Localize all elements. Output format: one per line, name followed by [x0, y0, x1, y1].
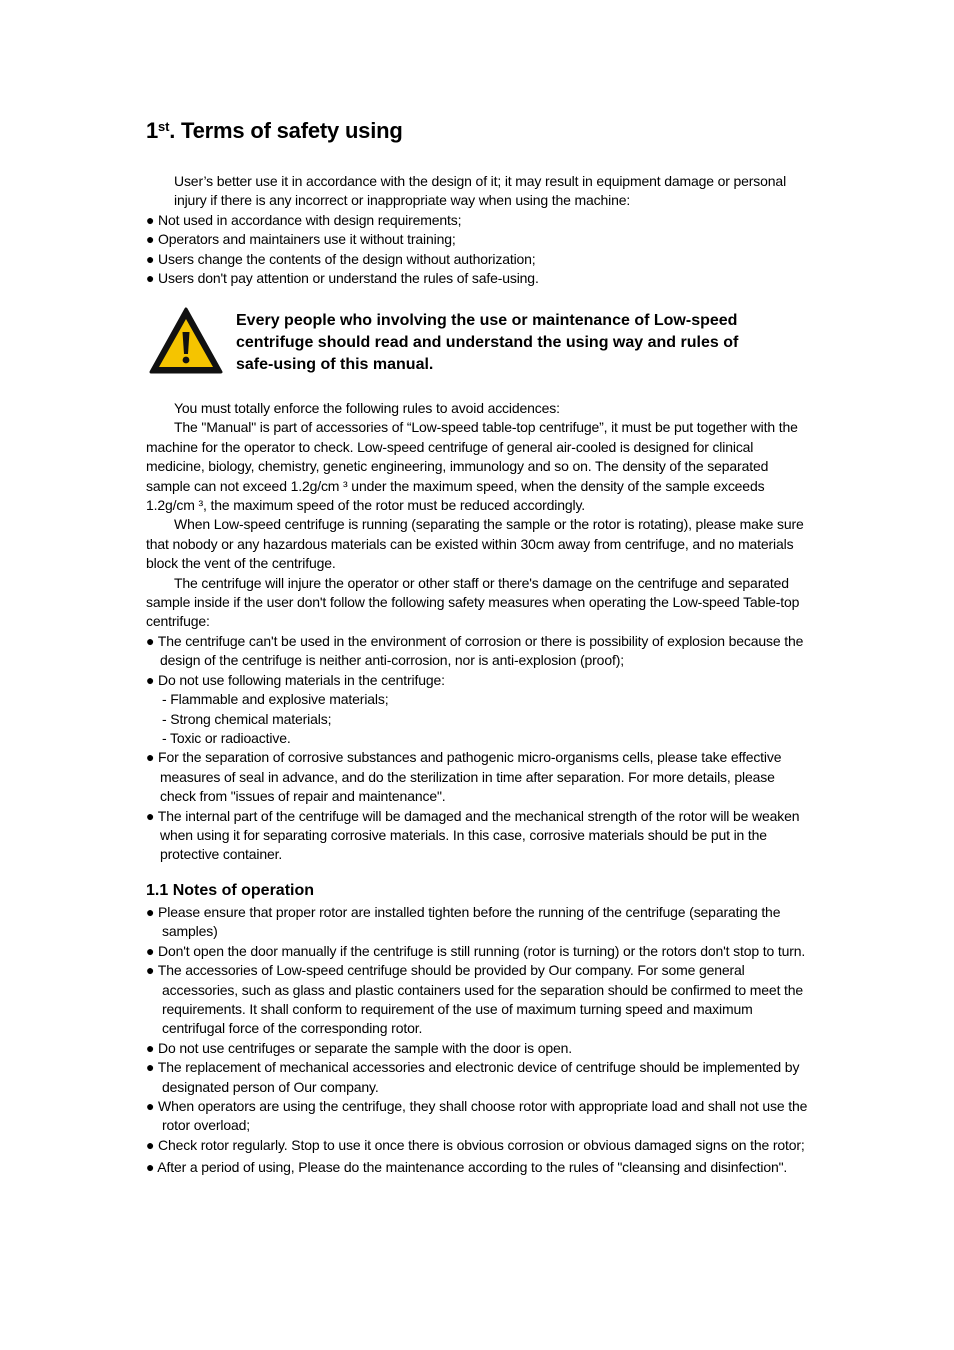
rules-bullet: ● The centrifuge can't be used in the environment of corrosion or there is possibility of explosion because the design of the centrifuge is neither anti-corrosion, nor is anti-explosion (proof); [146, 632, 804, 669]
note-bullet: ● After a period of using, Please do the maintenance according to the rules of "cleansing and disinfection". [146, 1159, 788, 1176]
rules-paragraph: When Low-speed centrifuge is running (separating the sample or the rotor is rotating), please make sure that nobody or any hazardous materials can be existed within 30cm away from centrifuge, and no materials block the vent of the centrifuge. [146, 516, 804, 572]
warning-line-2: centrifuge should read and understand the using way and rules of [236, 334, 739, 351]
title-number: 1 [146, 118, 159, 143]
intro-bullet: ● Users change the contents of the design without authorization; [146, 250, 536, 267]
intro-section [146, 172, 814, 288]
rules-paragraph: The centrifuge will injure the operator or other staff or there's damage on the centrifuge and separated sample inside if the user don't follow the following safety measures when operating the Low-speed Table-top centrifuge: [146, 574, 800, 630]
rules-bullet: ● The internal part of the centrifuge will be damaged and the mechanical strength of the rotor will be weaken when using it for separating corrosive materials. In this case, corrosive materials should be put in the protective container. [146, 807, 800, 863]
rules-bullet: ● Do not use following materials in the centrifuge: [146, 671, 445, 688]
rules-sub-item: - Strong chemical materials; [162, 710, 332, 727]
warning-triangle-icon [148, 306, 224, 376]
rules-sub-item: - Flammable and explosive materials; [162, 691, 389, 708]
warning-line-1: Every people who involving the use or maintenance of Low-speed [236, 312, 738, 329]
note-bullet: ● Do not use centrifuges or separate the sample with the door is open. [146, 1039, 572, 1056]
rules-paragraph: You must totally enforce the following rules to avoid accidences: [174, 400, 560, 416]
warning-message [236, 310, 756, 376]
section-heading: 1.1 Notes of operation [146, 882, 315, 899]
rules-bullet: ● For the separation of corrosive substances and pathogenic micro-organisms cells, please take effective measures of seal in advance, and do the sterilization in time after separation. For more details, please check from "issues of repair and maintenance". [146, 749, 782, 805]
intro-line-1: User’s better use it in accordance with the design of it; it may result in equipment damage or personal [174, 173, 787, 189]
note-bullet: ● Don't open the door manually if the centrifuge is still running (rotor is turning) or the rotors don't stop to turn. [146, 942, 806, 959]
rules-sub-item: - Toxic or radioactive. [162, 729, 291, 746]
warning-line-3: safe-using of this manual. [236, 356, 434, 373]
intro-bullet: ● Not used in accordance with design requirements; [146, 211, 462, 228]
note-bullet: ● The accessories of Low-speed centrifuge should be provided by Our company. For some general accessories, such as glass and plastic containers used for the separation should be confirmed to meet the requirements. It shall conform to requirement of the use of maximum turning speed and maximum centrifugal force of the corresponding rotor. [146, 962, 804, 1037]
intro-line-2: injury if there is any incorrect or inappropriate way when using the machine: [174, 192, 631, 209]
intro-bullet: ● Operators and maintainers use it without training; [146, 231, 456, 248]
note-bullet: ● Please ensure that proper rotor are installed tighten before the running of the centrifuge (separating the samples) [146, 904, 781, 940]
page-title [146, 116, 403, 146]
title-superscript: st [158, 119, 170, 134]
title-text: . Terms of safety using [169, 118, 403, 143]
operation-notes [146, 903, 814, 1178]
note-bullet: ● Check rotor regularly. Stop to use it once there is obvious corrosion or obvious damaged signs on the rotor; [146, 1136, 805, 1153]
rules-section [146, 399, 814, 865]
rules-paragraph: The "Manual" is part of accessories of “Low-speed table-top centrifuge”, it must be put together with the machine for the operator to check. Low-speed centrifuge of general air-cooled is designed for clinical medicine, biology, chemistry, genetic engineering, immunology and so on. The density of the separated sample can not exceed 1.2g/cm ³ under the maximum speed, when the density of the sample exceeds 1.2g/cm ³, the maximum speed of the rotor must be reduced accordingly. [146, 419, 798, 514]
intro-bullet: ● Users don't pay attention or understand the rules of safe-using. [146, 270, 539, 287]
note-bullet: ● The replacement of mechanical accessories and electronic device of centrifuge should be implemented by designated person of Our company. [146, 1059, 800, 1095]
note-bullet: ● When operators are using the centrifuge, they shall choose rotor with appropriate load and shall not use the rotor overload; [146, 1098, 808, 1134]
